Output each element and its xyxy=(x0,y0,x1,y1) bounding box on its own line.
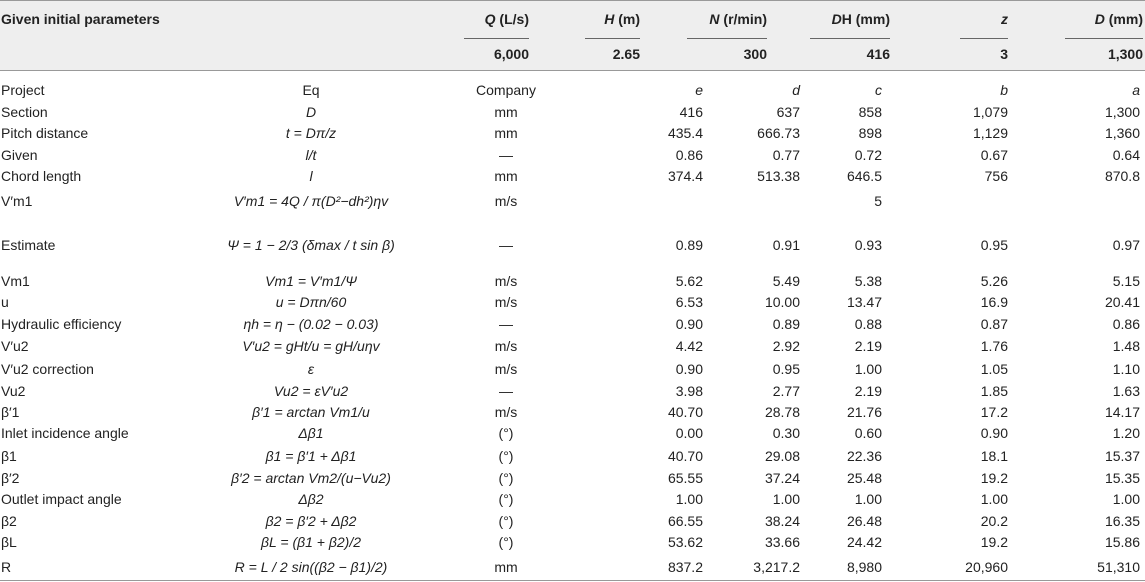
row-value: 0.86 xyxy=(1112,315,1140,332)
row-value: 0.89 xyxy=(675,237,703,253)
row-value: 18.1 xyxy=(980,448,1008,464)
row-value: 5.62 xyxy=(675,272,703,289)
row-value: 24.42 xyxy=(846,533,882,550)
header-param-q: Q (L/s) xyxy=(484,11,529,27)
row-value: 0.00 xyxy=(675,424,703,441)
row-equation: Eq xyxy=(302,81,320,98)
row-value: 1,129 xyxy=(972,124,1008,141)
row-unit: — xyxy=(499,382,513,399)
header-param-dh: DH (mm) xyxy=(831,11,890,27)
header-value-d: 1,300 xyxy=(1107,46,1143,62)
row-equation: β2 = β′2 + Δβ2 xyxy=(265,512,357,529)
row-name: Outlet impact angle xyxy=(1,490,122,507)
table-bottom-rule xyxy=(0,580,1145,581)
row-value: 1.00 xyxy=(980,490,1008,507)
row-equation: R = L / 2 sin((β2 − β1)/2) xyxy=(234,558,388,575)
row-value: 5.15 xyxy=(1112,272,1140,289)
row-unit: (°) xyxy=(498,533,514,550)
row-name: β2 xyxy=(1,512,17,529)
header-value-q: 6,000 xyxy=(493,46,529,62)
header-rule xyxy=(960,38,1008,39)
row-value: 19.2 xyxy=(980,533,1008,550)
row-equation: V′m1 = 4Q / π(D²−dh²)ηv xyxy=(233,193,389,209)
row-value: 38.24 xyxy=(764,512,800,529)
row-unit: — xyxy=(499,315,513,332)
row-value: 0.72 xyxy=(854,146,882,163)
table-row xyxy=(0,335,1145,357)
table-row xyxy=(0,79,1145,100)
row-unit: (°) xyxy=(498,490,514,507)
header-value-h: 2.65 xyxy=(612,46,640,62)
table-row xyxy=(0,291,1145,312)
row-equation: ηh = η − (0.02 − 0.03) xyxy=(243,315,379,332)
row-value: 1.00 xyxy=(1112,490,1140,507)
row-value: 20.41 xyxy=(1104,293,1140,310)
row-name: Pitch distance xyxy=(1,124,89,141)
row-value: 19.2 xyxy=(980,469,1008,486)
row-value: 33.66 xyxy=(764,533,800,550)
row-value: 8,980 xyxy=(846,558,882,575)
header-rule xyxy=(687,38,767,39)
row-equation: ε xyxy=(307,360,315,377)
row-value: 2.92 xyxy=(772,338,800,354)
row-value: 20,960 xyxy=(965,558,1008,575)
row-equation: D xyxy=(305,103,317,120)
row-equation: Δβ1 xyxy=(298,424,324,441)
row-value: 1.76 xyxy=(980,338,1008,354)
row-value: 666.73 xyxy=(757,124,800,141)
row-value: 3.98 xyxy=(675,382,703,399)
row-value: b xyxy=(1000,81,1008,98)
row-value: 65.55 xyxy=(667,469,703,486)
row-value: 1.00 xyxy=(675,490,703,507)
row-equation: l xyxy=(309,167,313,184)
row-name: Project xyxy=(1,81,45,98)
row-name: Inlet incidence angle xyxy=(1,424,129,441)
row-unit: (°) xyxy=(498,469,514,486)
row-value: a xyxy=(1132,81,1140,98)
row-value: 1.00 xyxy=(772,490,800,507)
table-row xyxy=(0,531,1145,552)
row-value: 637 xyxy=(776,103,800,120)
header-rule xyxy=(464,38,529,39)
table-row xyxy=(0,422,1145,443)
table-row xyxy=(0,313,1145,334)
row-value: 1.48 xyxy=(1112,338,1140,354)
row-value: 5.26 xyxy=(980,272,1008,289)
row-value: 16.35 xyxy=(1104,512,1140,529)
row-name: V′u2 correction xyxy=(1,360,94,377)
row-name: V′m1 xyxy=(1,193,33,209)
row-value: 14.17 xyxy=(1104,403,1140,420)
row-value: 5.49 xyxy=(772,272,800,289)
row-value: 756 xyxy=(984,167,1008,184)
row-value: 1.63 xyxy=(1112,382,1140,399)
row-value: 374.4 xyxy=(667,167,703,184)
table-row xyxy=(0,401,1145,422)
row-value: 0.89 xyxy=(772,315,800,332)
row-equation: Ψ = 1 − 2/3 (δmax / t sin β) xyxy=(227,237,395,253)
row-unit: mm xyxy=(494,167,518,184)
row-value: 53.62 xyxy=(667,533,703,550)
row-name: Chord length xyxy=(1,167,82,184)
row-value: 1,079 xyxy=(972,103,1008,120)
row-value: 0.60 xyxy=(854,424,882,441)
row-value: d xyxy=(792,81,800,98)
header-value-n: 300 xyxy=(743,46,767,62)
row-unit: (°) xyxy=(498,448,514,464)
row-equation: V′u2 = gHt/u = gH/uηv xyxy=(242,338,380,354)
row-value: 0.30 xyxy=(772,424,800,441)
table-row xyxy=(0,380,1145,401)
row-unit: (°) xyxy=(498,512,514,529)
row-value: 0.93 xyxy=(854,237,882,253)
table-row xyxy=(0,467,1145,488)
table-row xyxy=(0,185,1145,217)
row-value: 29.08 xyxy=(764,448,800,464)
row-equation: u = Dπn/60 xyxy=(275,293,347,310)
row-name: V′u2 xyxy=(1,338,29,354)
row-unit: m/s xyxy=(494,403,518,420)
row-name: Hydraulic efficiency xyxy=(1,315,122,332)
row-value: 15.86 xyxy=(1104,533,1140,550)
header-rule xyxy=(810,38,890,39)
table-row xyxy=(0,225,1145,265)
table-row xyxy=(0,165,1145,186)
row-name: Vm1 xyxy=(1,272,30,289)
row-value: 4.42 xyxy=(675,338,703,354)
row-value: 435.4 xyxy=(667,124,703,141)
row-value: 1.00 xyxy=(854,360,882,377)
row-unit: — xyxy=(499,237,513,253)
row-unit: mm xyxy=(494,558,518,575)
header-param-z: z xyxy=(1001,11,1008,27)
row-equation: Vu2 = εV′u2 xyxy=(273,382,349,399)
row-unit: m/s xyxy=(494,293,518,310)
row-name: R xyxy=(1,558,12,575)
row-value: 1,360 xyxy=(1104,124,1140,141)
row-equation: β′2 = arctan Vm2/(u−Vu2) xyxy=(231,469,391,486)
row-value: 2.19 xyxy=(854,382,882,399)
row-name: β′2 xyxy=(1,469,20,486)
row-value: 0.88 xyxy=(854,315,882,332)
row-value: 5.38 xyxy=(854,272,882,289)
row-value: 28.78 xyxy=(764,403,800,420)
row-unit: mm xyxy=(494,103,518,120)
row-value: 40.70 xyxy=(667,403,703,420)
header-value-z: 3 xyxy=(1000,46,1008,62)
table-row xyxy=(0,553,1145,580)
row-name: β1 xyxy=(1,448,17,464)
row-value: 0.95 xyxy=(772,360,800,377)
row-value: 1,300 xyxy=(1104,103,1140,120)
row-value: 416 xyxy=(679,103,703,120)
row-value: e xyxy=(695,81,703,98)
header-label: Given initial parameters xyxy=(1,11,160,27)
row-equation: Vm1 = V′m1/Ψ xyxy=(265,272,357,289)
row-value: 0.67 xyxy=(980,146,1008,163)
row-value: 858 xyxy=(858,103,882,120)
row-equation: l/t xyxy=(305,146,317,163)
row-value: 0.90 xyxy=(980,424,1008,441)
row-value: 0.91 xyxy=(772,237,800,253)
table-header xyxy=(0,0,1145,71)
row-name: Vu2 xyxy=(1,382,26,399)
row-value: 870.8 xyxy=(1104,167,1140,184)
row-value: 1.10 xyxy=(1112,360,1140,377)
table-row xyxy=(0,488,1145,509)
table-row xyxy=(0,510,1145,531)
row-value: 21.76 xyxy=(846,403,882,420)
row-value: 1.20 xyxy=(1112,424,1140,441)
row-value: 2.77 xyxy=(772,382,800,399)
row-equation: βL = (β1 + β2)/2 xyxy=(260,533,361,550)
row-value: 25.48 xyxy=(846,469,882,486)
row-value: 898 xyxy=(858,124,882,141)
row-value: 0.87 xyxy=(980,315,1008,332)
header-rule xyxy=(1065,38,1143,39)
table-row xyxy=(0,358,1145,379)
row-value: 10.00 xyxy=(764,293,800,310)
row-value: 646.5 xyxy=(846,167,882,184)
row-value: 13.47 xyxy=(846,293,882,310)
row-equation: β1 = β′1 + Δβ1 xyxy=(265,448,357,464)
row-value: 15.37 xyxy=(1104,448,1140,464)
row-value: 1.00 xyxy=(854,490,882,507)
row-value: 2.19 xyxy=(854,338,882,354)
row-name: Estimate xyxy=(1,237,56,253)
row-value: 0.90 xyxy=(675,315,703,332)
row-value: 15.35 xyxy=(1104,469,1140,486)
row-value: 6.53 xyxy=(675,293,703,310)
header-param-d: D (mm) xyxy=(1094,11,1143,27)
row-name: βL xyxy=(1,533,17,550)
row-value: 1.05 xyxy=(980,360,1008,377)
row-unit: mm xyxy=(494,124,518,141)
row-unit: m/s xyxy=(494,272,518,289)
table-row xyxy=(0,445,1145,467)
row-unit: Company xyxy=(476,81,536,98)
row-value: 0.86 xyxy=(675,146,703,163)
row-value: 0.90 xyxy=(675,360,703,377)
row-value: 22.36 xyxy=(846,448,882,464)
row-unit: m/s xyxy=(494,193,518,209)
row-value: 51,310 xyxy=(1097,558,1140,575)
row-value: 3,217.2 xyxy=(753,558,800,575)
row-unit: (°) xyxy=(498,424,514,441)
row-value: 17.2 xyxy=(980,403,1008,420)
header-value-dh: 416 xyxy=(866,46,890,62)
row-value: 5 xyxy=(874,193,882,209)
header-param-h: H (m) xyxy=(604,11,640,27)
row-value: 0.95 xyxy=(980,237,1008,253)
row-value: c xyxy=(875,81,882,98)
row-value: 837.2 xyxy=(667,558,703,575)
table-row xyxy=(0,144,1145,165)
row-value: 37.24 xyxy=(764,469,800,486)
header-param-n: N (r/min) xyxy=(709,11,767,27)
table-row xyxy=(0,122,1145,143)
row-unit: m/s xyxy=(494,338,518,354)
row-value: 0.97 xyxy=(1112,237,1140,253)
row-value: 16.9 xyxy=(980,293,1008,310)
row-value: 1.85 xyxy=(980,382,1008,399)
row-name: Given xyxy=(1,146,38,163)
table-row xyxy=(0,101,1145,122)
row-name: β′1 xyxy=(1,403,20,420)
row-value: 0.64 xyxy=(1112,146,1140,163)
row-value: 66.55 xyxy=(667,512,703,529)
row-value: 20.2 xyxy=(980,512,1008,529)
row-value: 40.70 xyxy=(667,448,703,464)
row-value: 0.77 xyxy=(772,146,800,163)
row-equation: β′1 = arctan Vm1/u xyxy=(252,403,370,420)
row-value: 26.48 xyxy=(846,512,882,529)
row-name: Section xyxy=(1,103,48,120)
row-value: 513.38 xyxy=(757,167,800,184)
row-name: u xyxy=(1,293,9,310)
row-equation: Δβ2 xyxy=(298,490,324,507)
row-unit: m/s xyxy=(494,360,518,377)
header-rule xyxy=(585,38,640,39)
row-unit: — xyxy=(499,146,513,163)
row-equation: t = Dπ/z xyxy=(285,124,337,141)
table-row xyxy=(0,270,1145,291)
